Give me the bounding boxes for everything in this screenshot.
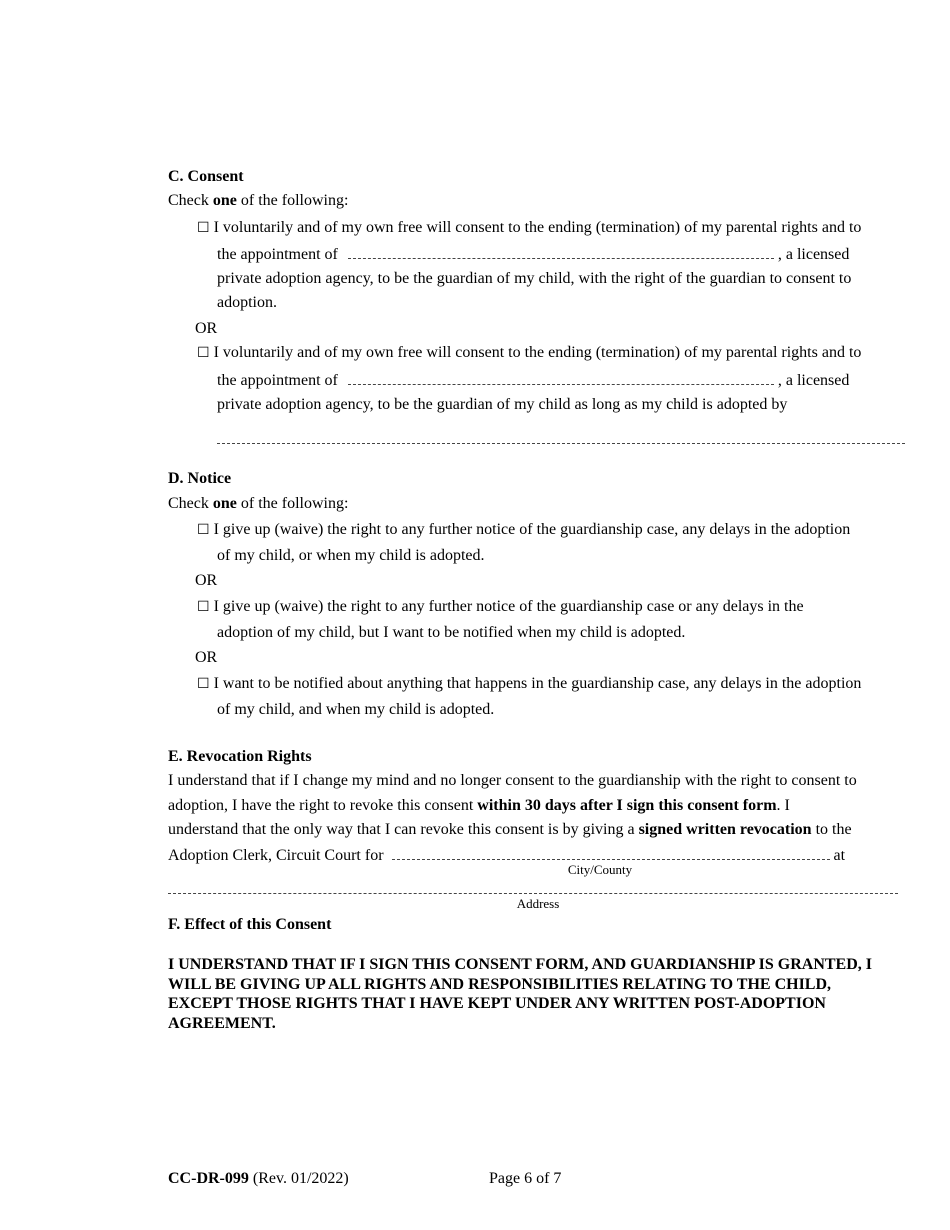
checkbox-notice-option-2[interactable]: ☐: [197, 599, 210, 615]
or-separator: OR: [195, 320, 218, 337]
effect-statement: I UNDERSTAND THAT IF I SIGN THIS CONSENT FORM, AND GUARDIANSHIP IS GRANTED, I WILL BE GIVING UP ALL RIGHTS AND RESPONSIBILITIES RELATING TO THE CHILD, EXCEPT THOSE RIGHTS THAT I HAVE KEPT UNDER ANY WRITTEN POST-ADOPTION AGREEMENT.: [168, 956, 872, 1032]
notice-option-3: ☐ I want to be notified about anything that happens in the guardianship case, any delays in the adoption: [197, 675, 862, 692]
adoptive-parent-field[interactable]: [217, 443, 905, 444]
checkbox-notice-option-1[interactable]: ☐: [197, 522, 210, 538]
or-separator: OR: [195, 649, 218, 666]
section-d-heading: D. Notice: [168, 470, 232, 487]
consent-option-1: ☐ I voluntarily and of my own free will consent to the ending (termination) of my parental rights and to: [197, 219, 862, 236]
agency-name-field-1[interactable]: [348, 244, 774, 259]
address-caption: Address: [516, 896, 560, 911]
form-id: CC-DR-099 (Rev. 01/2022): [168, 1170, 349, 1187]
checkbox-consent-option-2[interactable]: ☐: [197, 345, 210, 361]
checkbox-notice-option-3[interactable]: ☐: [197, 676, 210, 692]
checkbox-consent-option-1[interactable]: ☐: [197, 220, 210, 236]
consent-option-2: ☐ I voluntarily and of my own free will consent to the ending (termination) of my parental rights and to: [197, 344, 862, 361]
or-separator: OR: [195, 572, 218, 589]
notice-option-2: ☐ I give up (waive) the right to any further notice of the guardianship case or any delays in the: [197, 598, 804, 615]
section-f-heading: F. Effect of this Consent: [168, 916, 332, 933]
section-c-heading: C. Consent: [168, 168, 244, 185]
section-e-heading: E. Revocation Rights: [168, 748, 312, 765]
city-county-field[interactable]: [392, 845, 830, 860]
notice-option-1: ☐ I give up (waive) the right to any further notice of the guardianship case, any delays in the adoption: [197, 521, 851, 538]
agency-name-field-2[interactable]: [348, 370, 774, 385]
section-d-instruction: Check one of the following:: [168, 495, 349, 512]
address-field[interactable]: [168, 893, 898, 894]
section-c-instruction: Check one of the following:: [168, 192, 349, 209]
page-number: Page 6 of 7: [489, 1170, 562, 1187]
city-county-caption: City/County: [567, 862, 633, 877]
